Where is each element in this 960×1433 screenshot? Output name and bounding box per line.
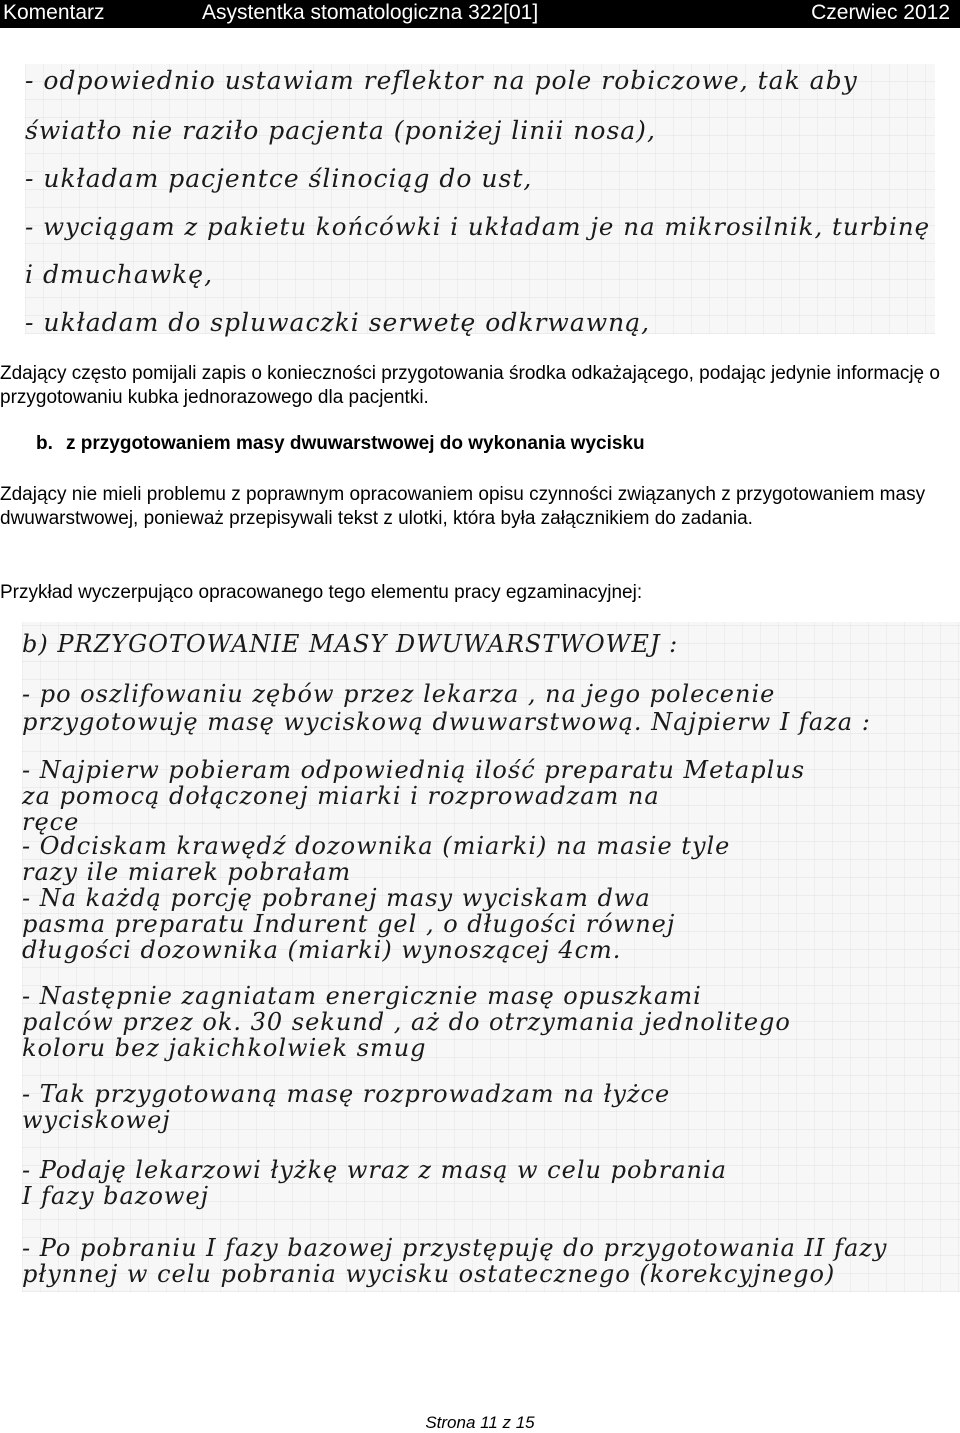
handwriting-line: - Najpierw pobieram odpowiednią ilość preparatu Metaplus — [22, 756, 806, 784]
handwriting-line: przygotowuję masę wyciskową dwuwarstwową. Najpierw I faza : — [22, 708, 871, 736]
handwriting-line: razy ile miarek pobrałam — [22, 858, 352, 886]
handwriting-line: I fazy bazowej — [22, 1182, 210, 1210]
header-left: Komentarz — [3, 1, 105, 24]
handwriting-line: światło nie raziło pacjenta (poniżej linii nosa), — [25, 116, 656, 145]
handwriting-line: - układam do spluwaczki serwetę odkrwawną, — [25, 308, 651, 337]
page-header — [0, 0, 960, 28]
handwriting-line: - wyciągam z pakietu końcówki i układam je na mikrosilnik, turbinę — [25, 212, 931, 241]
header-right: Czerwiec 2012 — [811, 1, 950, 24]
handwriting-line: - Na każdą porcję pobranej masy wyciskam dwa — [22, 884, 651, 912]
paragraph-omission-note: Zdający często pomijali zapis o konieczności przygotowania środka odkażającego, podając jedynie informację o przygotowaniu kubka jednorazowego dla pacjentki. — [0, 363, 940, 408]
handwriting-line: - Tak przygotowaną masę rozprowadzam na łyżce — [22, 1080, 671, 1108]
handwriting-line: - układam pacjentce ślinociąg do ust, — [25, 164, 533, 193]
handwriting-line: - po oszlifowaniu zębów przez lekarza , na jego polecenie — [22, 680, 776, 708]
handwriting-line: ręce — [22, 808, 80, 836]
handwriting-line: - odpowiednio ustawiam reflektor na pole robiczowe, tak aby — [25, 66, 858, 95]
handwriting-line: wyciskowej — [22, 1106, 171, 1134]
handwriting-line: koloru bez jakichkolwiek smug — [22, 1034, 427, 1062]
handwriting-line: pasma preparatu Indurent gel , o długości równej — [22, 910, 676, 938]
section-title: z przygotowaniem masy dwuwarstwowej do wykonania wycisku — [66, 433, 645, 454]
handwriting-line: - Odciskam krawędź dozownika (miarki) na masie tyle — [22, 832, 731, 860]
handwriting-line: - Podaję lekarzowi łyżkę wraz z masą w celu pobrania — [22, 1156, 727, 1184]
section-letter: b. — [36, 433, 53, 454]
handwriting-line: i dmuchawkę, — [25, 260, 214, 289]
handwriting-line: płynnej w celu pobrania wycisku ostatecznego (korekcyjnego) — [22, 1260, 836, 1288]
handwriting-line: b) PRZYGOTOWANIE MASY DWUWARSTWOWEJ : — [22, 630, 679, 658]
handwriting-line: - Po pobraniu I fazy bazowej przystępuję do przygotowania II fazy — [22, 1234, 888, 1262]
handwriting-line: za pomocą dołączonej miarki i rozprowadzam na — [22, 782, 660, 810]
handwriting-line: palców przez ok. 30 sekund , aż do otrzymania jednolitego — [22, 1008, 791, 1036]
section-heading — [36, 433, 645, 455]
page-number: Strona 11 z 15 — [425, 1413, 535, 1432]
handwritten-scan-2 — [22, 622, 960, 1292]
handwriting-line: długości dozownika (miarki) wynoszącej 4cm. — [22, 936, 622, 964]
paragraph-example-intro: Przykład wyczerpująco opracowanego tego elementu pracy egzaminacyjnej: — [0, 582, 643, 603]
handwriting-line: - Następnie zagniatam energicznie masę opuszkami — [22, 982, 702, 1010]
header-middle: Asystentka stomatologiczna 322[01] — [202, 1, 539, 24]
paragraph-assessment: Zdający nie mieli problemu z poprawnym opracowaniem opisu czynności związanych z przygotowaniem masy dwuwarstwowej, ponieważ przepisywali tekst z ulotki, która była załącznikiem do zadania. — [0, 484, 926, 529]
handwritten-scan-1 — [25, 64, 935, 337]
